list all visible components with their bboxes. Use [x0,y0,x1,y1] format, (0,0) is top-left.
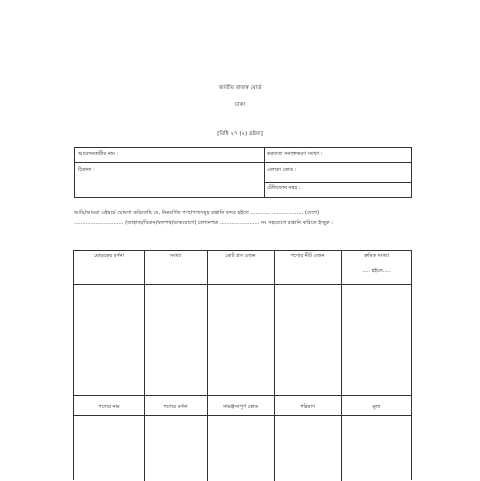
header-serial-number: ক্রমিক সংখ্যা [363,253,390,259]
tax-id-label: করদাতা সনাক্তকরণ সংখ্যা : [267,151,323,157]
applicant-name-label: আবেদনকারীর নাম : [78,151,119,157]
city-name: ঢাকা [234,102,246,108]
header-quantity: সংখ্যা [169,253,182,259]
declaration-line-1: আমি/আমরা এইমর্মে ঘোষণা করিতেছি যে, নিম্নবর্ণিত পণ্য/পণ্যসমূহ রপ্তানি বন্দর হইতে ............ ................... (দেশে) [74,210,319,216]
info-row-divider [75,162,412,163]
column-divider-3 [274,251,275,481]
column-divider-1 [144,251,145,481]
rule-reference: [বিধি ২৭ (২) দ্রষ্টব্য] [217,131,263,137]
table1-bottom-line [74,395,412,396]
telephone-label: টেলিফোন নম্বর : [267,185,301,191]
header-hs-code: সামঞ্জস্যপূর্ণ কোড [222,404,259,410]
info-row-divider-right [264,182,412,183]
board-name: জাতীয় রাজস্ব বোর্ড [218,85,262,91]
column-divider-4 [341,251,342,481]
column-divider-2 [207,251,208,481]
table1-header-divider [74,284,412,285]
goods-table [73,250,412,480]
serial-range-placeholder: ..... হইতে..... [362,268,391,274]
header-value: মূল্য [372,404,381,410]
declaration-line-2: .............................. (জাহাজ/বিমান/স্থলপথ/ডাকযোগে) চালানপত্র ........................ নং সহযোগে রপ্তানি করিতে ইচ্ছুক : [74,220,334,226]
header-amount: পরিমাণ [300,404,315,410]
header-package-description: মোড়কের বর্ণনা [94,253,124,259]
table2-header-divider [74,415,412,416]
header-gross-weight: মোট গ্রস ওজন [225,253,256,259]
info-column-divider [264,148,265,198]
area-code-label: এলাকা কোড : [267,167,297,173]
header-net-weight: পণ্যের নীট ওজন [290,253,325,259]
header-goods-description: পণ্যের বর্ণনা [163,404,188,410]
applicant-info-table [74,147,412,198]
address-label: ঠিকানা : [78,167,95,173]
header-goods-name: পণ্যের নাম [98,404,120,410]
